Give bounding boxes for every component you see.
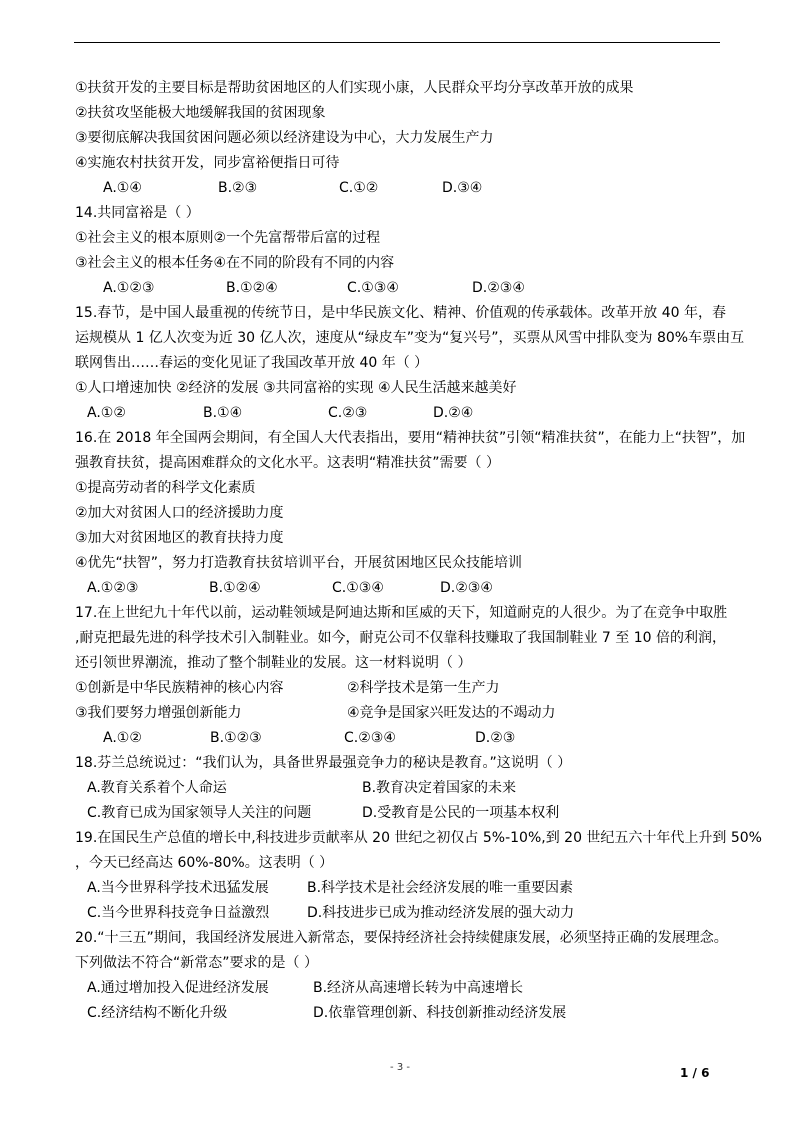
q18-options-row-1 — [75, 776, 725, 801]
q20-option-a[interactable]: A.通过增加投入促进经济发展 — [87, 980, 269, 996]
page-count: 1 / 6 — [680, 1066, 710, 1080]
q19-stem-line-2: ，今天已经高达 60%-80%。这表明（ ） — [75, 855, 334, 871]
q17-statement-1: ①创新是中华民族精神的核心内容 — [75, 680, 284, 696]
q14-statement-1: ①社会主义的根本原则②一个先富帮带后富的过程 — [75, 230, 381, 246]
q14-option-a[interactable]: A.①②③ — [103, 280, 155, 296]
question-list — [75, 76, 762, 1026]
q19-option-a[interactable]: A.当今世界科学技术迅猛发展 — [87, 880, 269, 896]
q20-option-b[interactable]: B.经济从高速增长转为中高速增长 — [313, 980, 524, 996]
q16-options — [75, 576, 725, 601]
q19-stem-line-1: 19.在国民生产总值的增长中,科技进步贡献率从 20 世纪之初仅占 5%-10%,到 20 世纪五六十年代上升到 50% — [75, 830, 762, 846]
q16-option-b[interactable]: B.①②④ — [209, 580, 261, 596]
q13-option-a[interactable]: A.①④ — [103, 180, 142, 196]
q14-option-c[interactable]: C.①③④ — [347, 280, 399, 296]
page-number: - 3 - — [390, 1062, 410, 1073]
q13-statement-4: ④实施农村扶贫开发，同步富裕便指日可待 — [75, 155, 340, 171]
q13-option-d[interactable]: D.③④ — [442, 180, 483, 196]
q18-options-row-2 — [75, 801, 725, 826]
q15-stem-line-2: 运规模从 1 亿人次变为近 30 亿人次，速度从“绿皮车”变为“复兴号”，买票从风雪中排队变为 80%车票由互 — [75, 330, 745, 346]
q18-option-b[interactable]: B.教育决定着国家的未来 — [362, 780, 517, 796]
q14-stem: 14.共同富裕是（ ） — [75, 205, 200, 221]
q17-option-b[interactable]: B.①②③ — [210, 730, 262, 746]
q17-statements-row-1 — [75, 676, 725, 701]
q15-stem-line-3: 联网售出……春运的变化见证了我国改革开放 40 年（ ） — [75, 355, 429, 371]
q16-stem-line-2: 强教育扶贫，提高困难群众的文化水平。这表明“精准扶贫”需要（ ） — [75, 455, 500, 471]
q16-statement-2: ②加大对贫困人口的经济援助力度 — [75, 505, 284, 521]
q14-statement-2: ③社会主义的根本任务④在不同的阶段有不同的内容 — [75, 255, 395, 271]
q16-option-c[interactable]: C.①③④ — [332, 580, 384, 596]
q17-option-a[interactable]: A.①② — [103, 730, 142, 746]
q15-option-c[interactable]: C.②③ — [328, 405, 368, 421]
q20-stem-line-1: 20.“十三五”期间，我国经济发展进入新常态，要保持经济社会持续健康发展，必须坚持正确的发展理念。 — [75, 930, 728, 946]
q19-option-b[interactable]: B.科学技术是社会经济发展的唯一重要因素 — [307, 880, 574, 896]
q13-statement-2: ②扶贫攻坚能极大地缓解我国的贫困现象 — [75, 105, 326, 121]
q17-options — [75, 726, 725, 751]
q15-statements: ①人口增速加快 ②经济的发展 ③共同富裕的实现 ④人民生活越来越美好 — [75, 380, 517, 396]
q17-statements-row-2 — [75, 701, 725, 726]
q15-option-b[interactable]: B.①④ — [203, 405, 243, 421]
q20-options-row-1 — [75, 976, 725, 1001]
q15-option-a[interactable]: A.①② — [87, 405, 126, 421]
q13-option-b[interactable]: B.②③ — [218, 180, 258, 196]
q17-stem-line-2: ,耐克把最先进的科学技术引入制鞋业。如今，耐克公司不仅靠科技赚取了我国制鞋业 7 至 10 倍的利润， — [75, 630, 726, 646]
q14-option-b[interactable]: B.①②④ — [226, 280, 278, 296]
q20-option-c[interactable]: C.经济结构不断化升级 — [87, 1005, 228, 1021]
q20-options-row-2 — [75, 1001, 725, 1026]
q17-stem-line-3: 还引领世界潮流，推动了整个制鞋业的发展。这一材料说明（ ） — [75, 655, 472, 671]
q15-option-d[interactable]: D.②④ — [433, 405, 474, 421]
q16-option-d[interactable]: D.②③④ — [440, 580, 493, 596]
q16-statement-3: ③加大对贫困地区的教育扶持力度 — [75, 530, 284, 546]
q15-options — [75, 401, 725, 426]
q16-statement-1: ①提高劳动者的科学文化素质 — [75, 480, 256, 496]
q16-option-a[interactable]: A.①②③ — [87, 580, 139, 596]
q13-option-c[interactable]: C.①② — [339, 180, 379, 196]
q14-option-d[interactable]: D.②③④ — [472, 280, 525, 296]
q13-options — [75, 176, 725, 201]
q16-statement-4: ④优先“扶智”，努力打造教育扶贫培训平台，开展贫困地区民众技能培训 — [75, 555, 523, 571]
q20-option-d[interactable]: D.依靠管理创新、科技创新推动经济发展 — [313, 1005, 567, 1021]
q19-options-row-1 — [75, 876, 725, 901]
q18-option-a[interactable]: A.教育关系着个人命运 — [87, 780, 227, 796]
q13-statement-1: ①扶贫开发的主要目标是帮助贫困地区的人们实现小康，人民群众平均分享改革开放的成果 — [75, 80, 634, 96]
q17-option-c[interactable]: C.②③④ — [344, 730, 396, 746]
q14-options — [75, 276, 725, 301]
header-rule — [74, 42, 720, 43]
q17-statement-3: ③我们要努力增强创新能力 — [75, 705, 242, 721]
q18-option-c[interactable]: C.教育已成为国家领导人关注的问题 — [87, 805, 312, 821]
q17-stem-line-1: 17.在上世纪九十年代以前，运动鞋领域是阿迪达斯和匡威的天下，知道耐克的人很少。为了在竞争中取胜 — [75, 605, 728, 621]
q19-option-c[interactable]: C.当今世界科技竞争日益激烈 — [87, 905, 270, 921]
q19-options-row-2 — [75, 901, 725, 926]
q17-option-d[interactable]: D.②③ — [475, 730, 516, 746]
q16-stem-line-1: 16.在 2018 年全国两会期间，有全国人大代表指出，要用“精神扶贫”引领“精准扶贫”，在能力上“扶智”，加 — [75, 430, 746, 446]
q17-statement-4: ④竞争是国家兴旺发达的不竭动力 — [347, 705, 556, 721]
q13-statement-3: ③要彻底解决我国贫困问题必须以经济建设为中心，大力发展生产力 — [75, 130, 494, 146]
q17-statement-2: ②科学技术是第一生产力 — [347, 680, 500, 696]
q18-option-d[interactable]: D.受教育是公民的一项基本权利 — [362, 805, 560, 821]
q15-stem-line-1: 15.春节，是中国人最重视的传统节日，是中华民族文化、精神、价值观的传承载体。改革开放 40 年，春 — [75, 305, 726, 321]
q18-stem: 18.芬兰总统说过：“我们认为，具备世界最强竞争力的秘诀是教育。”这说明（ ） — [75, 755, 572, 771]
q19-option-d[interactable]: D.科技进步已成为推动经济发展的强大动力 — [307, 905, 575, 921]
q20-stem-line-2: 下列做法不符合“新常态”要求的是（ ） — [75, 955, 318, 971]
